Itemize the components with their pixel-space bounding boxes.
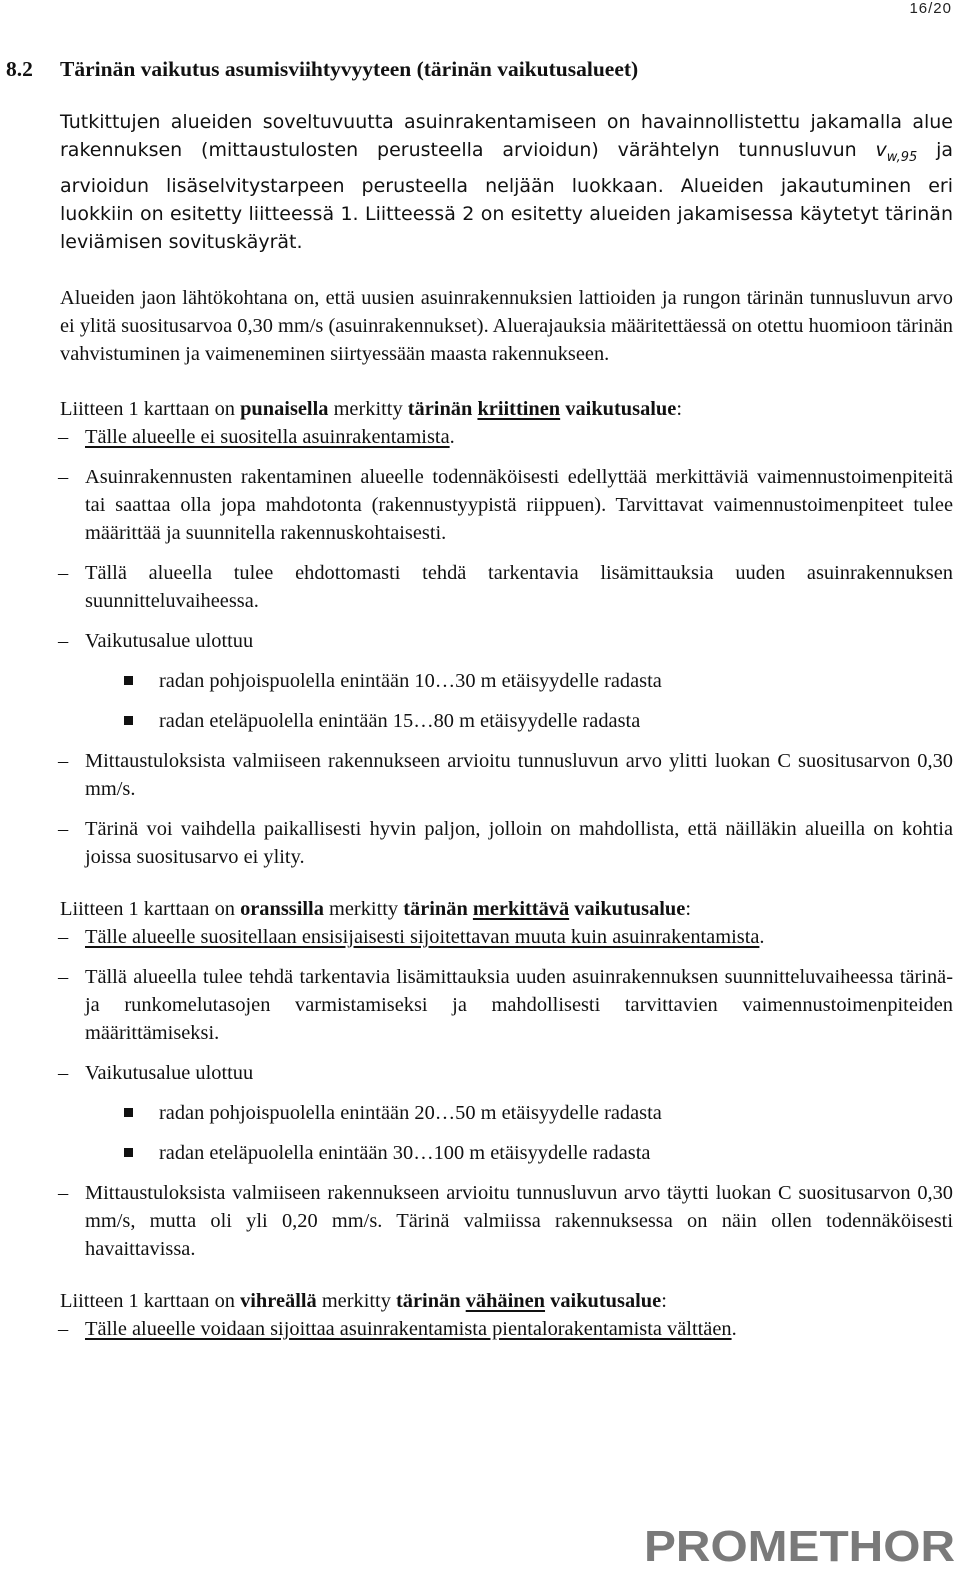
- promethor-logo: [644, 1519, 955, 1569]
- section-title: Tärinän vaikutus asumisviihtyvyyteen (tärinän vaikutusalueet): [60, 57, 639, 81]
- page-number: 16/20: [909, 0, 952, 17]
- significant-intro-text-2: merkitty: [323, 897, 404, 920]
- bullet-item: radan pohjoispuolella enintään 20…50 m etäisyydelle radasta: [0, 1099, 953, 1127]
- list-item: – Tärinä voi vaihdella paikallisesti hyvin paljon, jolloin on mahdollista, että näilläkin alueilla on kohtia joissa suositusarvo ei ylity.: [0, 815, 953, 871]
- bullet-item: radan pohjoispuolella enintään 10…30 m etäisyydelle radasta: [0, 667, 953, 695]
- minor-zone-intro: [60, 1287, 953, 1315]
- significant-item-1-underlined: Tälle alueelle suositellaan ensisijaisesti sijoitettavan muuta kuin asuinrakentamista: [85, 925, 760, 948]
- minor-colon: :: [661, 1289, 667, 1312]
- critical-color-word: punaisella: [240, 397, 329, 420]
- intro-text-1: Tutkittujen alueiden soveltuvuutta asuinrakentamiseen on havainnollistettu jakamalla alue rakennuksen (mittaustulosten perusteella arvioidun) värähtelyn tunnusluvun: [60, 111, 953, 161]
- intro-text-2: ja arvioidun lisäselvitystarpeen perusteella neljään luokkaan. Alueiden jakautuminen eri luokkiin on esitetty liitteessä 1. Liitteessä 2 on esitetty alueiden jakamisessa käytetyt tärinän leviämisen sovituskäyrät.: [60, 139, 953, 253]
- section-number: 8.2: [6, 57, 33, 81]
- critical-bold-2: vaikutusalue: [565, 397, 677, 420]
- bullet-item: radan eteläpuolella enintään 30…100 m etäisyydelle radasta: [0, 1139, 953, 1167]
- significant-zone-intro: [60, 895, 953, 923]
- list-item: – Tällä alueella tulee ehdottomasti tehdä tarkentavia lisämittauksia uuden asuinrakennuksen suunnitteluvaiheessa.: [0, 559, 953, 615]
- minor-zone-list: [0, 1315, 953, 1343]
- critical-item-1-tail: .: [449, 425, 455, 448]
- logo-text: PROMETHOR: [644, 1522, 955, 1569]
- vw95-symbol: [875, 139, 918, 165]
- critical-colon: :: [676, 397, 682, 420]
- minor-intro-text-2: merkitty: [316, 1289, 397, 1312]
- bullet-item: radan eteläpuolella enintään 15…80 m etäisyydelle radasta: [0, 707, 953, 735]
- minor-bold-1: tärinän: [396, 1289, 461, 1312]
- critical-underlined-word: kriittinen: [477, 397, 561, 420]
- list-item: [0, 423, 953, 451]
- minor-bold-2: vaikutusalue: [550, 1289, 662, 1312]
- vw95-symbol-v: v: [875, 139, 887, 161]
- list-item: – Asuinrakennusten rakentaminen alueelle todennäköisesti edellyttää merkittäviä vaimennustoimenpiteitä tai saattaa olla jopa mahdotonta (rakennustyypistä riippuen). Tarvittavat vaimennustoimenpiteet tulee määrittää ja suunnitella rakennuskohtaisesti.: [0, 463, 953, 547]
- significant-colon: :: [685, 897, 691, 920]
- list-item: – Tällä alueella tulee tehdä tarkentavia lisämittauksia uuden asuinrakennuksen suunnitteluvaiheessa tärinä- ja runkomelutasojen varmistamiseksi ja mahdollisesti tarvittavien vaimennustoimenpiteiden määrittämiseksi.: [0, 963, 953, 1047]
- critical-intro-text-2: merkitty: [328, 397, 408, 420]
- critical-intro-text: Liitteen 1 karttaan on: [60, 397, 241, 420]
- critical-item-1-underlined: Tälle alueelle ei suositella asuinrakentamista: [85, 425, 450, 448]
- list-item: – Mittaustuloksista valmiiseen rakennukseen arvioitu tunnusluvun arvo täytti luokan C suositusarvon 0,30 mm/s, mutta oli yli 0,20 mm/s. Tärinä valmiissa rakennuksessa on näin ollen todennäköisesti havaittavissa.: [0, 1179, 953, 1263]
- document-body: [60, 108, 953, 1343]
- section-heading: [0, 57, 638, 82]
- critical-bold-1: tärinän: [407, 397, 473, 420]
- list-item: – Vaikutusalue ulottuu: [0, 1059, 953, 1087]
- critical-zone-list: [0, 423, 953, 871]
- minor-item-1-underlined: Tälle alueelle voidaan sijoittaa asuinrakentamista pientalorakentamista välttäen: [85, 1317, 732, 1340]
- significant-bold-1: tärinän: [403, 897, 468, 920]
- significant-underlined-word: merkittävä: [472, 897, 570, 920]
- critical-zone-intro: [60, 395, 953, 423]
- significant-intro-text: Liitteen 1 karttaan on: [60, 897, 241, 920]
- minor-underlined-word: vähäinen: [465, 1289, 546, 1312]
- significant-color-word: oranssilla: [240, 897, 324, 920]
- intro-paragraph: [60, 108, 953, 256]
- significant-zone-list: [0, 923, 953, 1263]
- significant-item-1-tail: .: [759, 925, 765, 948]
- list-item: [0, 1315, 953, 1343]
- list-item: [0, 923, 953, 951]
- minor-color-word: vihreällä: [240, 1289, 317, 1312]
- vw95-symbol-sub: w,95: [886, 149, 918, 165]
- minor-intro-text: Liitteen 1 karttaan on: [60, 1289, 241, 1312]
- list-item: – Vaikutusalue ulottuu: [0, 627, 953, 655]
- significant-bold-2: vaikutusalue: [574, 897, 686, 920]
- minor-item-1-tail: .: [731, 1317, 737, 1340]
- basis-paragraph: Alueiden jaon lähtökohtana on, että uusien asuinrakennuksien lattioiden ja rungon tärinän tunnusluvun arvo ei ylitä suositusarvoa 0,30 mm/s (asuinrakennukset). Aluerajauksia määritettäessä on otettu huomioon tärinän vahvistuminen ja vaimeneminen siirtyessään maasta rakennukseen.: [60, 286, 954, 365]
- list-item: – Mittaustuloksista valmiiseen rakennukseen arvioitu tunnusluvun arvo ylitti luokan C suositusarvon 0,30 mm/s.: [0, 747, 953, 803]
